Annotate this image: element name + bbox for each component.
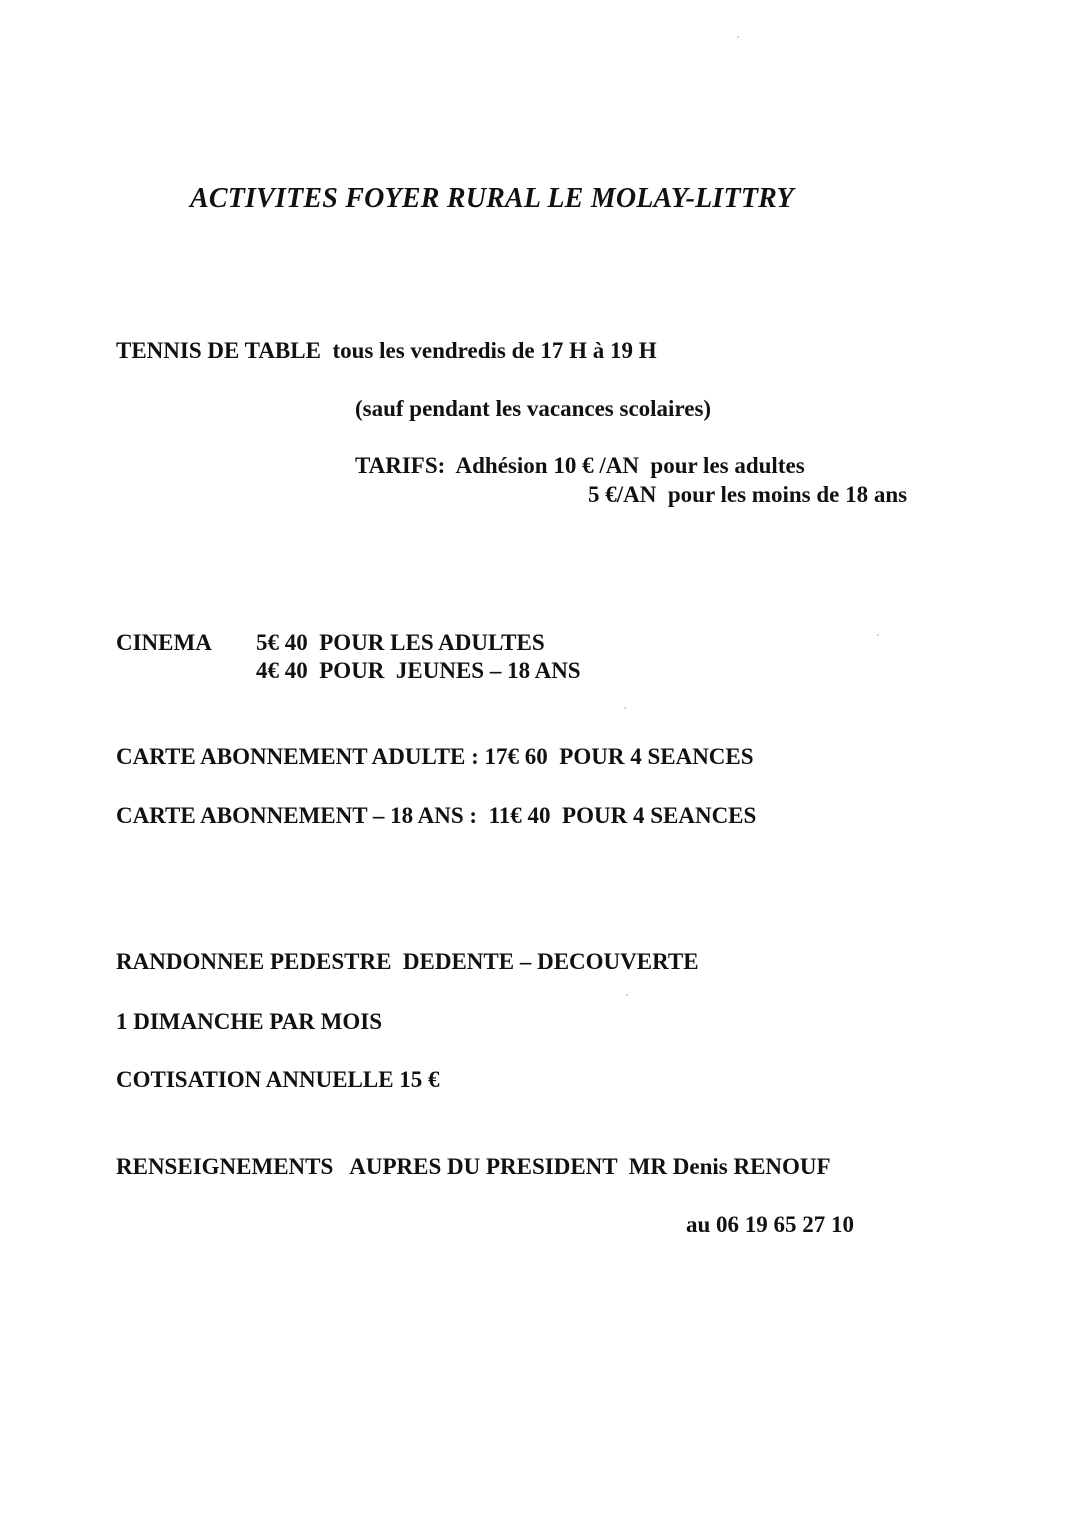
cinema-label: CINEMA: [116, 630, 212, 655]
document-title: ACTIVITES FOYER RURAL LE MOLAY-LITTRY: [190, 183, 794, 214]
hiking-heading: RANDONNEE PEDESTRE DEDENTE – DECOUVERTE: [116, 949, 699, 974]
subscription-youth: CARTE ABONNEMENT – 18 ANS : 11€ 40 POUR 4 SEANCES: [116, 803, 757, 828]
tennis-tarif-adults: TARIFS: Adhésion 10 € /AN pour les adultes: [355, 453, 805, 478]
tennis-exception: (sauf pendant les vacances scolaires): [355, 396, 712, 421]
scan-speck: [626, 994, 628, 996]
hiking-fee: COTISATION ANNUELLE 15 €: [116, 1067, 440, 1092]
contact-info: RENSEIGNEMENTS AUPRES DU PRESIDENT MR Denis RENOUF: [116, 1154, 831, 1179]
scan-speck: [737, 36, 739, 38]
contact-phone: au 06 19 65 27 10: [686, 1212, 855, 1237]
tennis-heading: TENNIS DE TABLE tous les vendredis de 17 H à 19 H: [116, 338, 657, 363]
scan-speck: [624, 707, 626, 709]
hiking-frequency: 1 DIMANCHE PAR MOIS: [116, 1009, 382, 1034]
cinema-price-youth: 4€ 40 POUR JEUNES – 18 ANS: [256, 658, 581, 683]
cinema-price-adults: 5€ 40 POUR LES ADULTES: [256, 630, 545, 655]
subscription-adult: CARTE ABONNEMENT ADULTE : 17€ 60 POUR 4 SEANCES: [116, 744, 754, 769]
tennis-tarif-youth: 5 €/AN pour les moins de 18 ans: [588, 482, 908, 507]
scan-speck: [877, 634, 879, 636]
